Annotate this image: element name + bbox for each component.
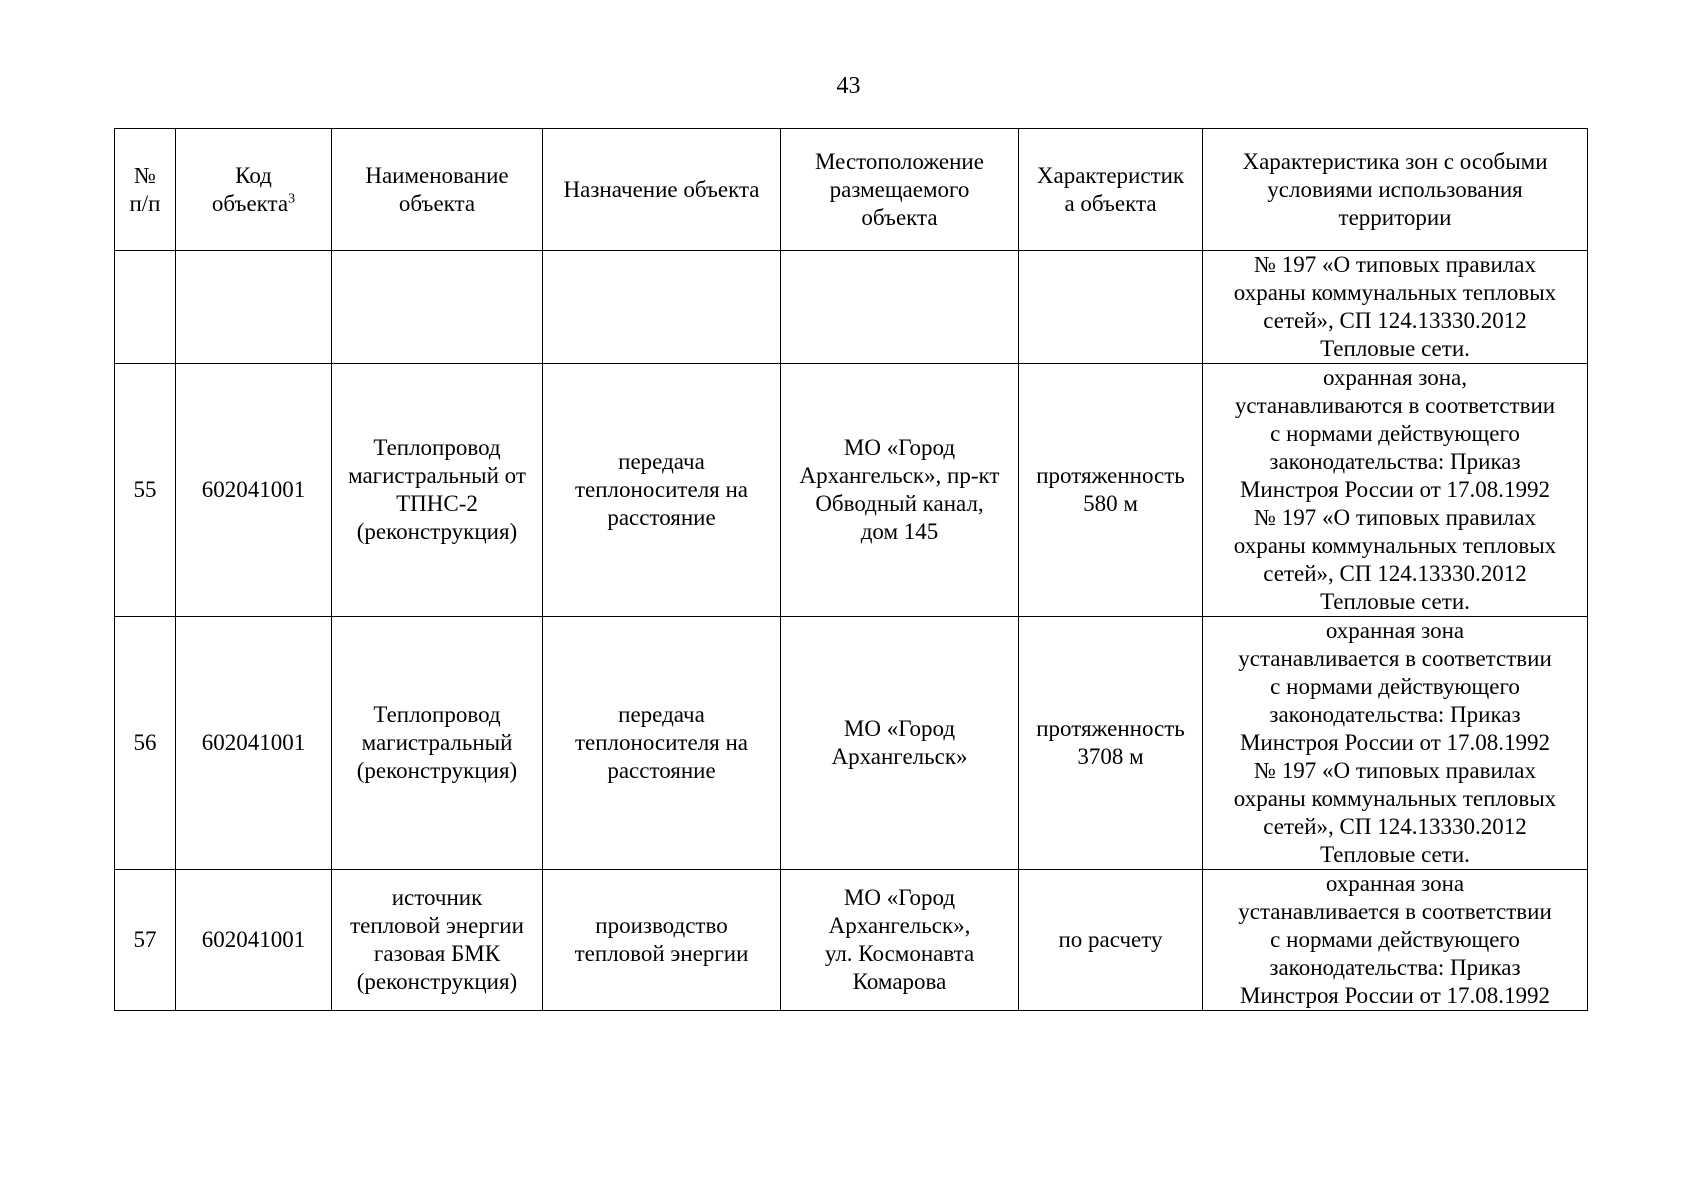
cell-line: газовая БМК — [373, 941, 501, 966]
cell-characteristic — [1019, 364, 1203, 617]
header-code-line — [182, 190, 325, 218]
cell-line: протяженность — [1036, 463, 1185, 488]
cell-line: устанавливается в соответствии — [1238, 899, 1552, 924]
cell-location — [781, 251, 1019, 364]
cell-zone — [1203, 364, 1588, 617]
cell-num — [115, 251, 176, 364]
table-row — [115, 870, 1588, 1011]
header-code-line: Код — [235, 162, 272, 188]
table-row — [115, 364, 1588, 617]
header-num — [115, 129, 176, 251]
cell-zone — [1203, 617, 1588, 870]
header-characteristic — [1019, 129, 1203, 251]
cell-line: источник — [391, 885, 483, 910]
header-purpose — [543, 129, 781, 251]
cell-location — [781, 870, 1019, 1011]
cell-location — [781, 364, 1019, 617]
cell-line: 3708 м — [1077, 744, 1144, 769]
cell-line: сетей», СП 124.13330.2012 — [1263, 561, 1527, 586]
cell-line: устанавливается в соответствии — [1238, 646, 1552, 671]
cell-line: сетей», СП 124.13330.2012 — [1263, 814, 1527, 839]
cell-line: Комарова — [852, 969, 947, 994]
header-characteristic-line: а объекта — [1064, 190, 1157, 216]
cell-zone — [1203, 870, 1588, 1011]
header-location-line: Местоположение — [815, 148, 984, 174]
cell-line: (реконструкция) — [356, 519, 518, 544]
cell-line: с нормами действующего — [1270, 421, 1520, 446]
header-name-line: Наименование — [365, 162, 509, 188]
cell-line: законодательства: Приказ — [1269, 702, 1521, 727]
cell-line: с нормами действующего — [1270, 927, 1520, 952]
cell-line: производство — [595, 913, 728, 938]
cell-purpose — [543, 870, 781, 1011]
cell-line: по расчету — [1058, 927, 1163, 952]
cell-line: передача — [618, 702, 705, 727]
cell-line: (реконструкция) — [356, 969, 518, 994]
cell-line: Архангельск» — [831, 744, 968, 769]
cell-line: Минстроя России от 17.08.1992 — [1239, 477, 1551, 502]
cell-line: охраны коммунальных тепловых — [1233, 786, 1557, 811]
cell-line: МО «Город — [843, 716, 956, 741]
cell-line: МО «Город — [843, 885, 956, 910]
cell-purpose — [543, 251, 781, 364]
cell-line: Обводный канал, — [815, 491, 984, 516]
cell-line: 580 м — [1083, 491, 1138, 516]
cell-line: МО «Город — [843, 435, 956, 460]
cell-line: Архангельск», — [828, 913, 971, 938]
cell-line: № 197 «О типовых правилах — [1254, 252, 1536, 277]
cell-line: ТПНС-2 — [396, 491, 478, 516]
header-zone-line: Характеристика зон с особыми — [1242, 148, 1548, 174]
cell-code — [176, 870, 332, 1011]
cell-num — [115, 364, 176, 617]
table-row — [115, 617, 1588, 870]
cell-line: тепловой энергии — [574, 941, 749, 966]
header-code — [176, 129, 332, 251]
cell-line: 56 — [133, 730, 157, 755]
footnote-marker: 3 — [288, 190, 296, 206]
cell-characteristic — [1019, 617, 1203, 870]
cell-line: Теплопровод — [373, 702, 501, 727]
cell-line: теплоносителя на — [574, 477, 749, 502]
cell-line: законодательства: Приказ — [1269, 955, 1521, 980]
header-num-line: № — [134, 162, 156, 188]
cell-name — [332, 870, 543, 1011]
cell-line: теплоносителя на — [574, 730, 749, 755]
table-header-row — [115, 129, 1588, 251]
page-number — [0, 72, 1697, 100]
header-purpose-line: Назначение объекта — [563, 176, 760, 202]
cell-purpose — [543, 364, 781, 617]
cell-name — [332, 364, 543, 617]
cell-line: 602041001 — [201, 730, 306, 755]
header-zone-line: территории — [1338, 204, 1452, 230]
cell-line: 602041001 — [201, 927, 306, 952]
cell-line: 602041001 — [201, 477, 306, 502]
cell-code — [176, 617, 332, 870]
header-zone — [1203, 129, 1588, 251]
cell-line: ул. Космонавта — [824, 941, 975, 966]
cell-line: 57 — [133, 927, 157, 952]
cell-line: охранная зона, — [1322, 365, 1467, 390]
page-number-text: 43 — [836, 73, 861, 99]
cell-line: Тепловые сети. — [1320, 842, 1470, 867]
cell-line: магистральный — [361, 730, 513, 755]
cell-line: передача — [618, 449, 705, 474]
table-row — [115, 251, 1588, 364]
cell-location — [781, 617, 1019, 870]
cell-code — [176, 251, 332, 364]
cell-characteristic — [1019, 870, 1203, 1011]
cell-line: с нормами действующего — [1270, 674, 1520, 699]
cell-line: охраны коммунальных тепловых — [1233, 533, 1557, 558]
cell-line: сетей», СП 124.13330.2012 — [1263, 308, 1527, 333]
cell-name — [332, 251, 543, 364]
cell-name — [332, 617, 543, 870]
cell-code — [176, 364, 332, 617]
cell-line: Теплопровод — [373, 435, 501, 460]
cell-line: тепловой энергии — [350, 913, 524, 938]
cell-line: протяженность — [1036, 716, 1185, 741]
cell-line: устанавливаются в соответствии — [1234, 393, 1556, 418]
cell-line: Архангельск», пр-кт — [799, 463, 1000, 488]
cell-num — [115, 870, 176, 1011]
header-location-line: размещаемого — [829, 176, 970, 202]
header-code-text: объекта — [211, 190, 289, 216]
header-num-line: п/п — [129, 190, 161, 216]
cell-num — [115, 617, 176, 870]
cell-line: 55 — [133, 477, 157, 502]
cell-line: расстояние — [607, 758, 716, 783]
cell-characteristic — [1019, 251, 1203, 364]
cell-line: дом 145 — [860, 519, 939, 544]
cell-line: № 197 «О типовых правилах — [1254, 758, 1536, 783]
header-name-line: объекта — [398, 190, 476, 216]
cell-purpose — [543, 617, 781, 870]
cell-line: Тепловые сети. — [1320, 589, 1470, 614]
cell-line: (реконструкция) — [356, 758, 518, 783]
cell-line: охранная зона — [1325, 871, 1465, 896]
cell-line: Минстроя России от 17.08.1992 — [1239, 730, 1551, 755]
cell-line: Минстроя России от 17.08.1992 — [1239, 983, 1551, 1008]
cell-line: охраны коммунальных тепловых — [1233, 280, 1557, 305]
header-name — [332, 129, 543, 251]
header-characteristic-line: Характеристик — [1036, 162, 1185, 188]
cell-line: законодательства: Приказ — [1269, 449, 1521, 474]
cell-zone — [1203, 251, 1588, 364]
cell-line: Тепловые сети. — [1320, 336, 1470, 361]
header-location-line: объекта — [861, 204, 938, 230]
cell-line: расстояние — [607, 505, 716, 530]
header-location — [781, 129, 1019, 251]
cell-line: № 197 «О типовых правилах — [1254, 505, 1536, 530]
cell-line: магистральный от — [348, 463, 526, 488]
header-zone-line: условиями использования — [1267, 176, 1523, 202]
cell-line: охранная зона — [1325, 618, 1465, 643]
objects-table — [114, 128, 1588, 1011]
